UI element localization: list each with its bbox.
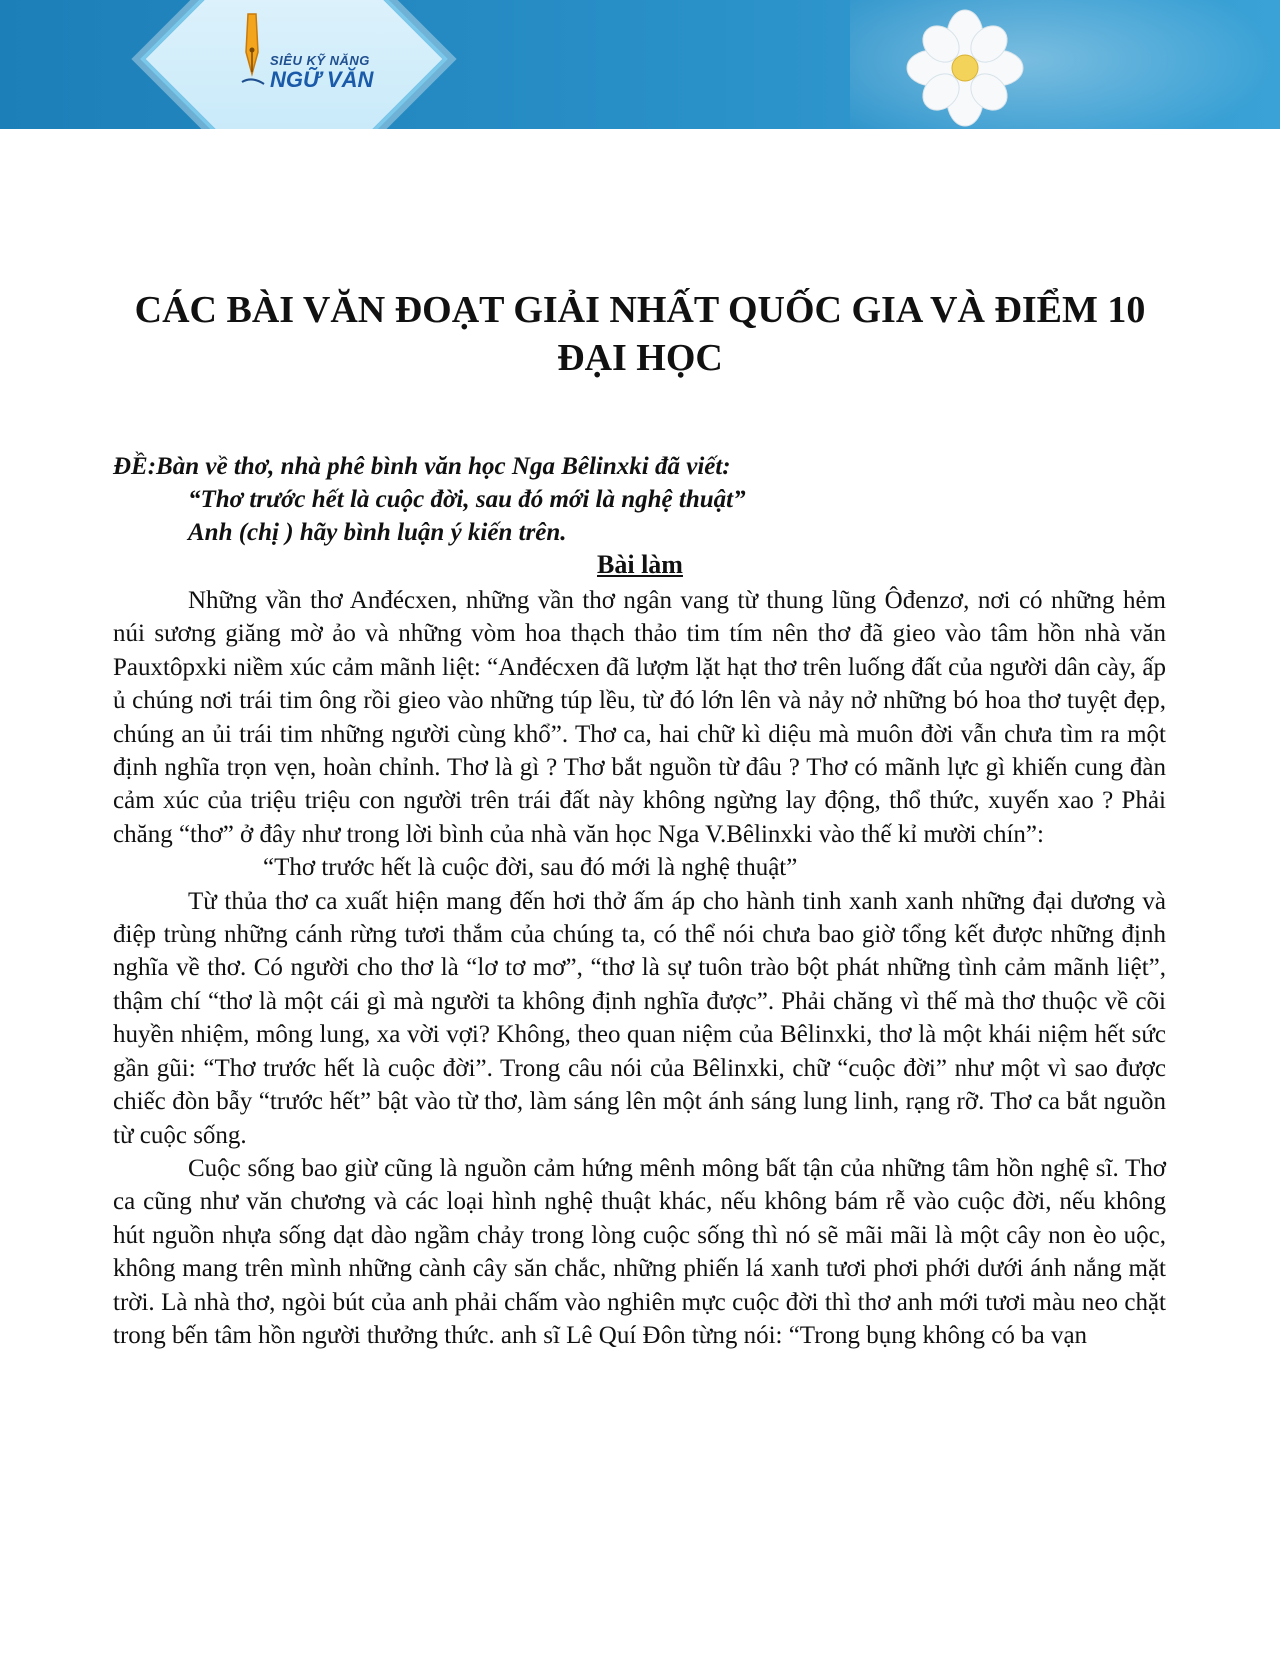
essay-prompt <box>113 450 1173 549</box>
paragraph: Từ thủa thơ ca xuất hiện mang đến hơi thở ấm áp cho hành tinh xanh xanh những đại dương và điệp trùng những cánh rừng tươi thắm của chúng ta, có thể nói chưa bao giờ tổng kết được những định nghĩa về thơ. Có người cho thơ là “lơ tơ mơ”, “thơ là sự tuôn trào bột phát những tình cảm mãnh liệt”, thậm chí “thơ là một cái gì mà người ta không định nghĩa được”. Phải chăng vì thế mà thơ thuộc về cõi huyền nhiệm, mông lung, xa vời vợi? Không, theo quan niệm của Bêlinxki, thơ là một khái niệm hết sức gần gũi: “Thơ trước hết là cuộc đời”. Trong câu nói của Bêlinxki, chữ “cuộc đời” như một vì sao được chiếc đòn bẫy “trước hết” bật vào từ thơ, làm sáng lên một ánh sáng lung linh, rạng rỡ. Thơ ca bắt nguồn từ cuộc sống. <box>113 887 1166 1149</box>
logo-line-1: SIÊU KỸ NĂNG <box>270 53 370 68</box>
prompt-quote: “Thơ trước hết là cuộc đời, sau đó mới là nghệ thuật” <box>188 486 746 513</box>
prompt-line-1: ĐỀ:Bàn về thơ, nhà phê bình văn học Nga Bêlinxki đã viết: <box>113 453 731 480</box>
paragraph: Những vần thơ Anđécxen, những vần thơ ngân vang từ thung lũng Ôđenzơ, nơi có những hẻm núi sương giăng mờ ảo và những vòm hoa thạch thảo tim tím nên thơ đã gieo vào tâm hồn nhà văn Pauxtôpxki niềm xúc cảm mãnh liệt: “Anđécxen đã lượm lặt hạt thơ trên luống đất của người dân cày, ấp ủ chúng nơi trái tim ông rồi gieo vào những túp lều, từ đó lớn lên và nảy nở những bó hoa thơ tuyệt đẹp, chúng an ủi trái tim những người cùng khổ”. Thơ ca, hai chữ kì diệu mà muôn đời vẫn chưa tìm ra một định nghĩa trọn vẹn, hoàn chỉnh. Thơ là gì ? Thơ bắt nguồn từ đâu ? Thơ có mãnh lực gì khiến cung đàn cảm xúc của triệu triệu con người trên trái đất này không ngừng lay động, thổ thức, xuyến xao ? Phải chăng “thơ” ở đây như trong lời bình của nhà văn học Nga V.Bêlinxki vào thế kỉ mười chín”: <box>113 587 1166 848</box>
header-banner <box>0 0 1280 129</box>
white-flower-image <box>905 8 1025 128</box>
logo-text <box>270 54 410 91</box>
paragraph: Cuộc sống bao giừ cũng là nguồn cảm hứng mênh mông bất tận của những tâm hồn nghệ sĩ. Thơ ca cũng như văn chương và các loại hình nghệ thuật khác, nếu không bám rễ vào cuộc đời, nếu không hút nguồn nhựa sống dạt dào ngầm chảy trong lòng cuộc sống thì nó sẽ mãi mãi là một cây non èo uộc, không mang trên mình những cành cây săn chắc, những phiến lá xanh tươi phơi phới dưới ánh nắng mặt trời. Là nhà thơ, ngòi bút của anh phải chấm vào nghiên mực cuộc đời thì thơ anh mới tươi màu neo chặt trong bến tâm hồn người thưởng thức. anh sĩ Lê Quí Đôn từng nói: “Trong bụng không có ba vạn <box>113 1154 1166 1349</box>
fountain-pen-icon <box>238 12 266 88</box>
quote-line: “Thơ trước hết là cuộc đời, sau đó mới là nghệ thuật” <box>263 854 798 882</box>
essay-body <box>113 584 1166 1352</box>
essay-heading: Bài làm <box>597 550 683 579</box>
page-title: CÁC BÀI VĂN ĐOẠT GIẢI NHẤT QUỐC GIA VÀ ĐIỂM 10 ĐẠI HỌC <box>134 289 1146 379</box>
prompt-instruction: Anh (chị ) hãy bình luận ý kiến trên. <box>188 519 567 546</box>
logo-line-2: NGỮ VĂN <box>270 67 374 92</box>
